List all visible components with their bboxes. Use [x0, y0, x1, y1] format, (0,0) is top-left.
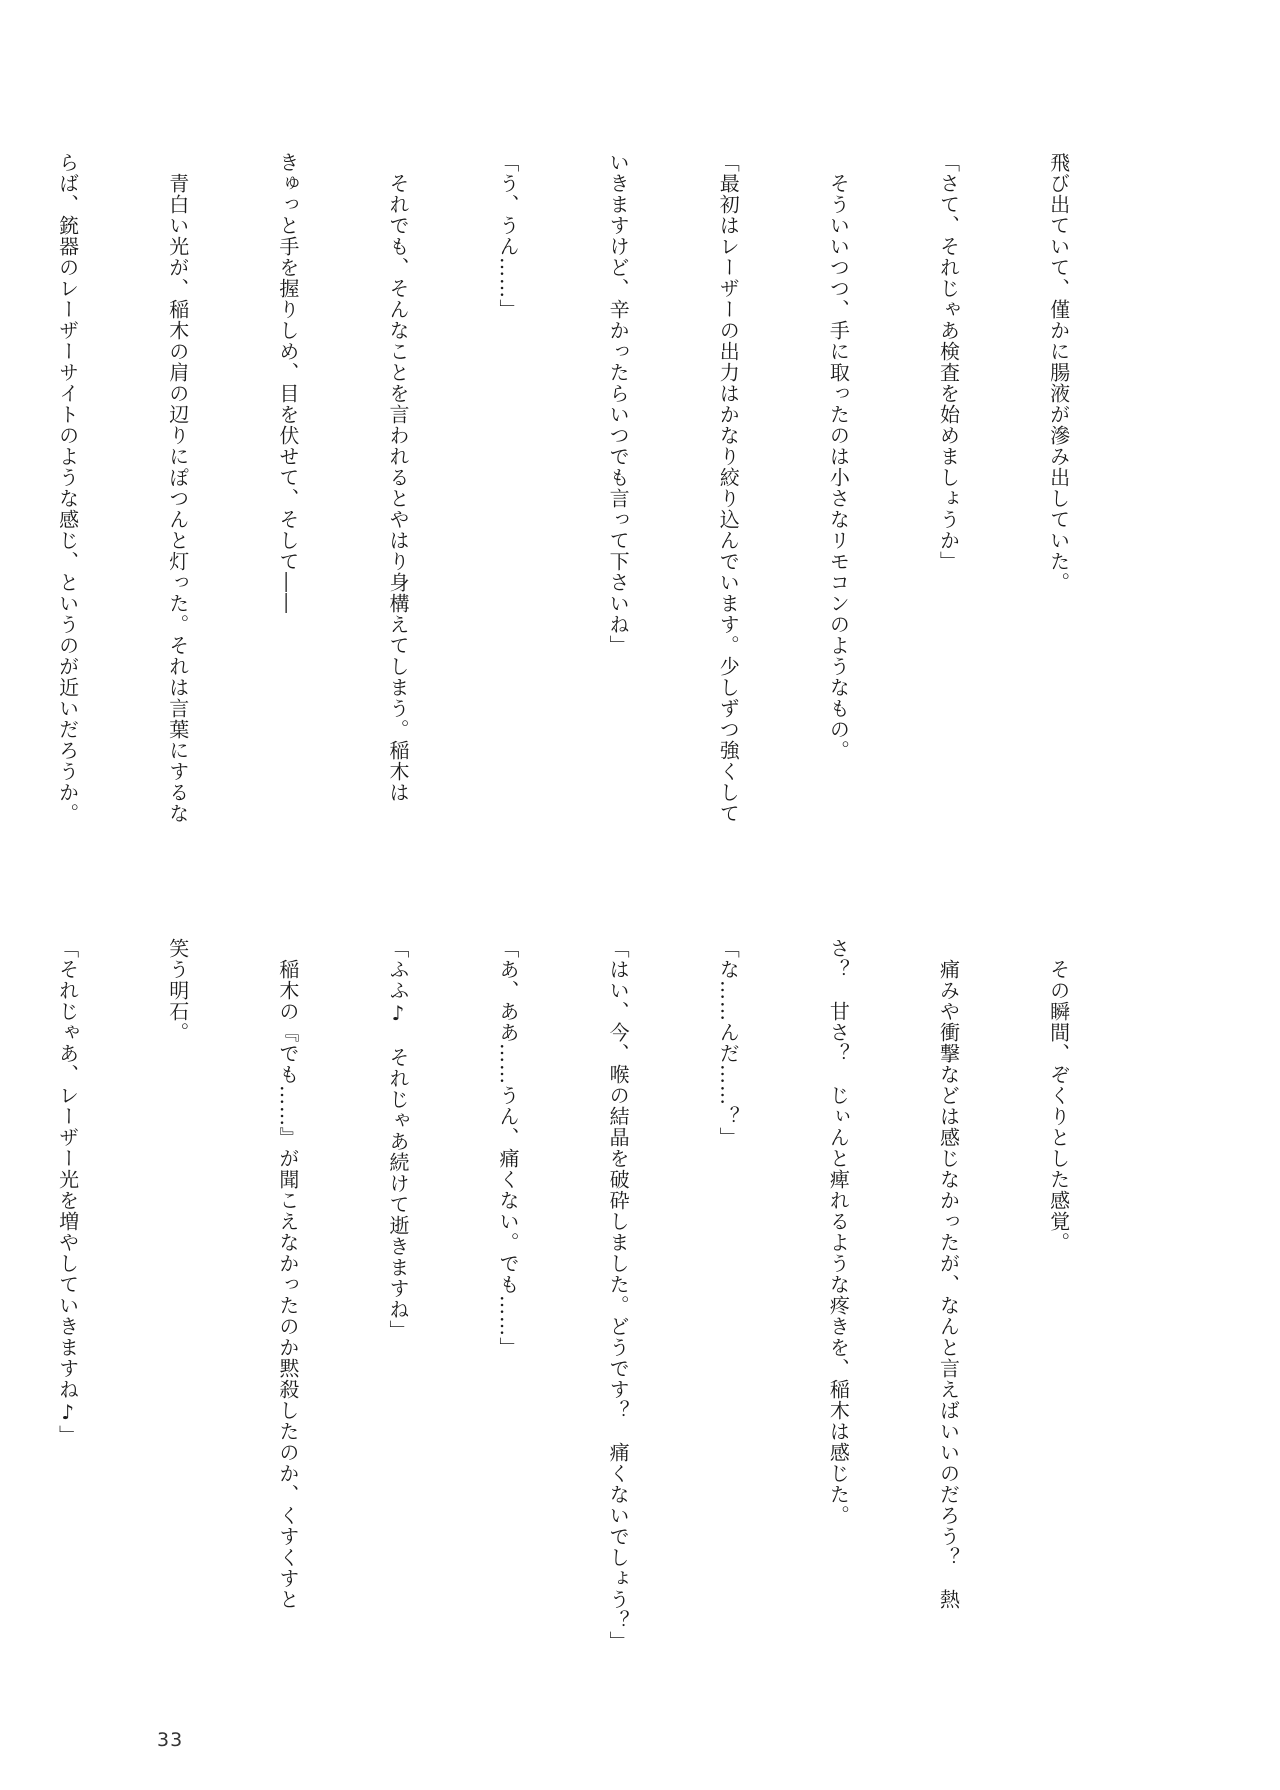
text-line: きゅっと手を握りしめ、目を伏せて、そして―― — [275, 152, 300, 614]
text-line: 笑う明石。 — [165, 938, 190, 1043]
text-line: 「な……んだ……？」 — [716, 938, 741, 1148]
upper-text-block — [55, 152, 1150, 872]
text-line: いきますけど、辛かったらいつでも言って下さいね」 — [606, 152, 631, 656]
text-line: その瞬間、ぞくりとした感覚。 — [1046, 938, 1071, 1253]
lower-text-block — [55, 938, 1150, 1658]
text-line: そういいつつ、手に取ったのは小さなリモコンのようなもの。 — [826, 152, 851, 761]
text-line: らば、銃器のレーザーサイトのような感じ、というのが近いだろうか。 — [55, 152, 80, 824]
text-line: 「ふふ♪ それじゃあ続けて逝きますね」 — [385, 938, 410, 1341]
text-line: 「う、うん……」 — [496, 152, 521, 320]
text-line: 稲木の『でも……』が聞こえなかったのか黙殺したのか、くすくすと — [275, 938, 300, 1610]
text-line: 「はい、今、喉の結晶を破砕しました。どうです？ 痛くないでしょう？」 — [606, 938, 631, 1652]
text-line: 「さて、それじゃあ検査を始めましょうか」 — [936, 152, 961, 572]
text-line: 「最初はレーザーの出力はかなり絞り込んでいます。少しずつ強くして — [716, 152, 741, 824]
text-line: さ？ 甘さ？ じぃんと痺れるような疼きを、稲木は感じた。 — [826, 938, 851, 1526]
text-line: 「それじゃあ、レーザー光を増やしていきますね♪」 — [55, 938, 80, 1446]
page-number: 33 — [157, 1729, 184, 1751]
text-line: 痛みや衝撃などは感じなかったが、なんと言えばいいのだろう？ 熱 — [936, 938, 961, 1610]
text-line: 飛び出ていて、僅かに腸液が滲み出していた。 — [1046, 152, 1071, 593]
text-line: 青白い光が、稲木の肩の辺りにぽつんと灯った。それは言葉にするな — [165, 152, 190, 824]
text-line: それでも、そんなことを言われるとやはり身構えてしまう。稲木は — [385, 152, 410, 803]
text-line: 「あ、ああ……うん、痛くない。でも……」 — [496, 938, 521, 1358]
